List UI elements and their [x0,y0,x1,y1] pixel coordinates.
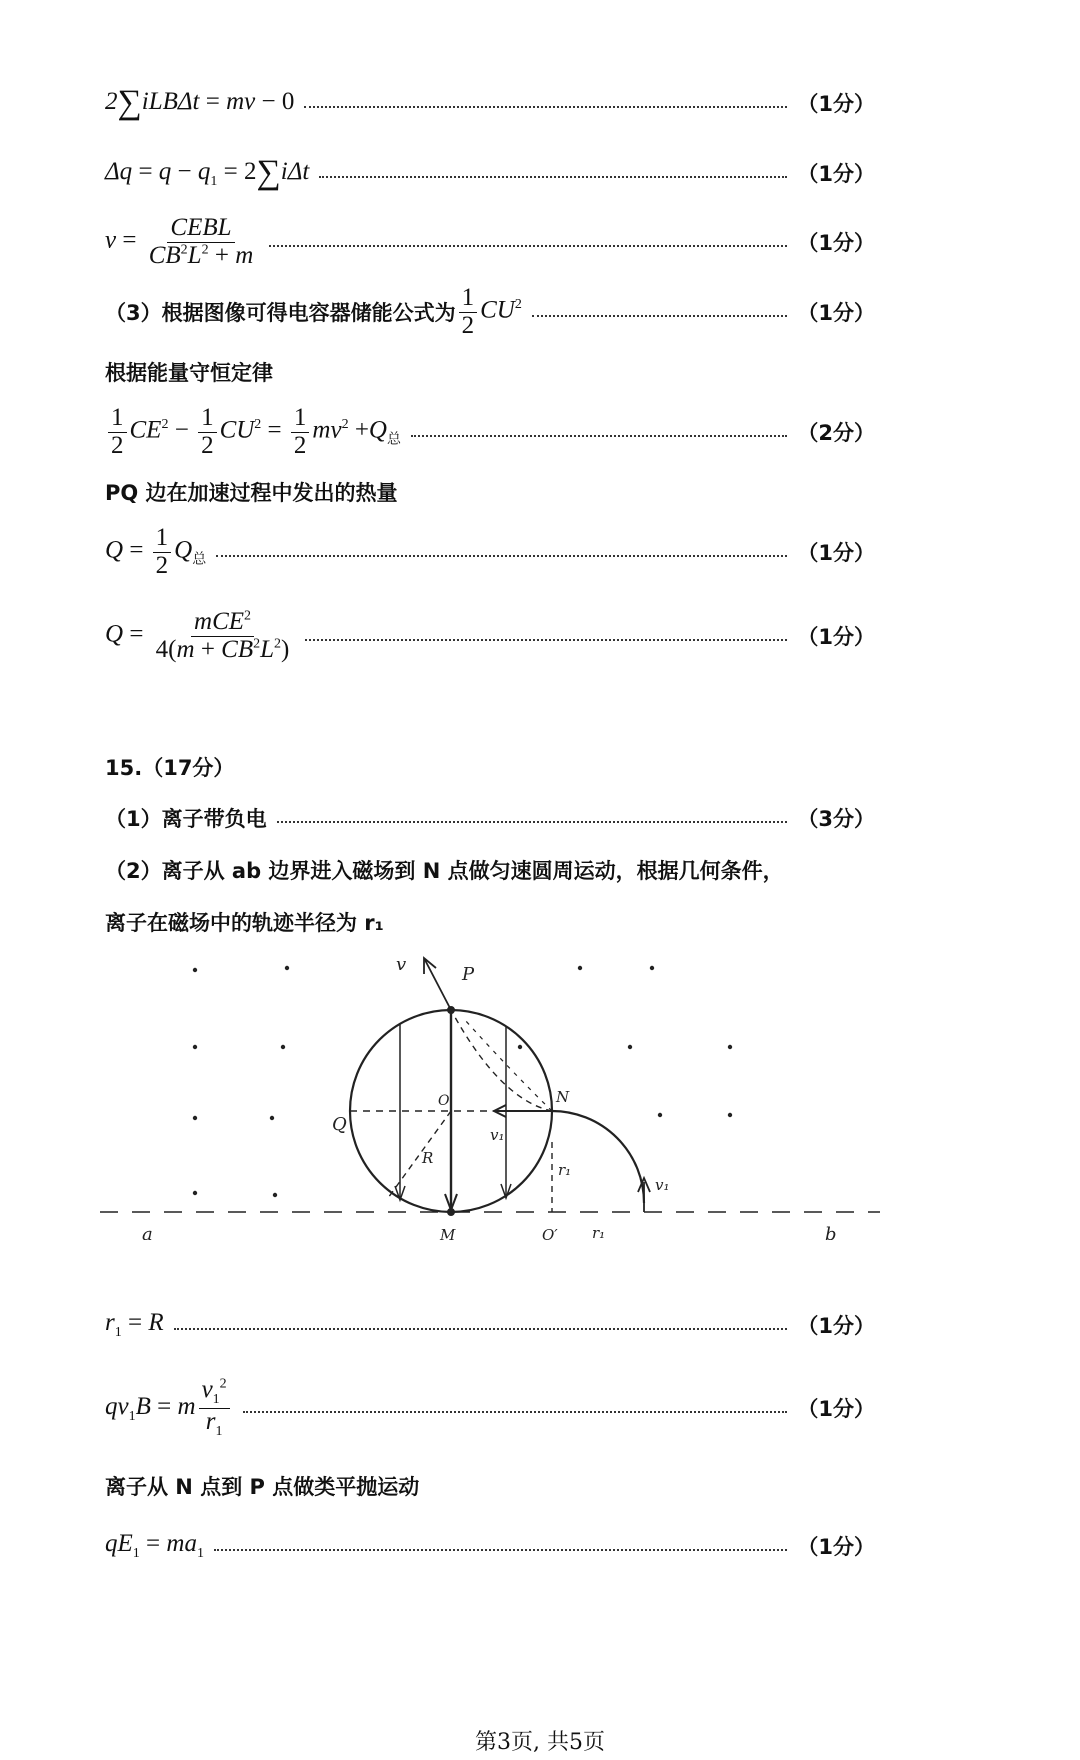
formula-5: Q = $\frac{1}{2}$ $Q_总$ [105,524,207,579]
text-n-to-p: 离子从 N 点到 P 点做类平抛运动 [105,1475,420,1499]
formula-4: $\frac{1}{2}$ $CE^2$ − $\frac{1}{2}$ $CU^2$ = $\frac{1}{2}$ $mv^2 +Q_总$ [105,405,401,459]
leader-dots [277,821,788,823]
label-v1-mid: v₁ [490,1126,505,1144]
label-O-prime: O′ [542,1226,558,1240]
label-b: b [825,1224,837,1240]
formula-line-8 [105,1295,875,1355]
score-10: （1分） [797,1397,875,1421]
leader-dots [304,106,787,108]
formula-line-1 [105,73,875,133]
text-line-n-to-p [105,1456,875,1516]
q15-part1: （1）离子带负电 [105,807,267,831]
arc-N-to-boundary [552,1111,644,1203]
score-8: （3分） [797,807,875,831]
leader-dots [411,435,787,437]
leader-dots [305,639,787,641]
formula-1: 2∑iLBΔt = mv − 0 [105,84,295,121]
score-3: （1分） [797,231,875,255]
leader-dots [269,245,787,247]
q15-radius-line [105,892,875,952]
formula-line-10 [105,1516,875,1576]
formula-line-5 [105,402,875,462]
formula-8: $qv_1B = m$ $\frac{v_1^2}{r_1}$ [105,1377,233,1439]
label-v1-right: v₁ [655,1176,670,1194]
label-R: R [422,1149,434,1167]
score-11: （1分） [797,1535,875,1559]
q15-part2-line [105,840,875,900]
page-footer: 第3页, 共5页 [475,1730,605,1755]
q15-part1-line [105,788,875,848]
leader-dots [214,1549,787,1551]
formula-7: $r_1 = R$ [105,1309,164,1340]
label-P: P [462,964,475,985]
score-9: （1分） [797,1314,875,1338]
leader-dots [216,555,787,557]
radius-R [388,1111,451,1198]
score-2: （1分） [797,162,875,186]
formula-line-2 [105,143,875,203]
text-line-energy [105,342,875,402]
label-N: N [556,1088,570,1106]
leader-dots [174,1328,788,1330]
q15-title: 15.（17分） [105,756,235,780]
score-7: （1分） [797,625,875,649]
formula-line-6 [105,522,875,582]
formula-line-3 [105,212,875,272]
leader-dots [319,176,787,178]
label-O: O [438,1093,450,1109]
text-p3: （3）根据图像可得电容器储能公式为 [105,301,456,325]
leader-dots [243,1411,788,1413]
label-v: v [396,954,407,975]
label-Q: Q [332,1114,347,1135]
trajectory-diagram [100,950,880,1240]
text-line-pq [105,462,875,522]
formula-3: v = $\frac{\text{CEBL}}{CB^2L^2 + m}$ [105,214,254,269]
leader-dots [532,315,788,317]
formula-6: Q = $\frac{mCE^2}{4(m + CB^2L^2)}$ [105,608,290,663]
score-1: （1分） [797,92,875,116]
formula-energy-storage: $\frac{1}{2}$ $CU^2$ [456,285,522,339]
field-dots [193,966,732,1197]
label-r1-horiz: r₁ [592,1224,606,1240]
formula-9: $qE_1 = ma_1$ [105,1530,204,1561]
text-energy: 根据能量守恒定律 [105,361,273,385]
q15-part2: （2）离子从 ab 边界进入磁场到 N 点做匀速圆周运动，根据几何条件， [105,859,784,883]
text-pq-heat: PQ 边在加速过程中发出的热量 [105,481,398,505]
formula-line-4 [105,282,875,342]
score-4: （1分） [797,301,875,325]
label-r1-vert: r₁ [558,1161,572,1179]
q15-radius: 离子在磁场中的轨迹半径为 r₁ [105,911,384,935]
score-6: （1分） [797,541,875,565]
label-a: a [142,1224,153,1240]
score-5: （2分） [797,421,875,445]
diagram-labels [142,954,837,1240]
formula-2: $\Delta q = q - q_1 = 2\sum i\Delta t$ [105,154,310,191]
label-M: M [440,1226,456,1240]
formula-line-9 [105,1375,875,1439]
formula-line-7 [105,606,875,666]
